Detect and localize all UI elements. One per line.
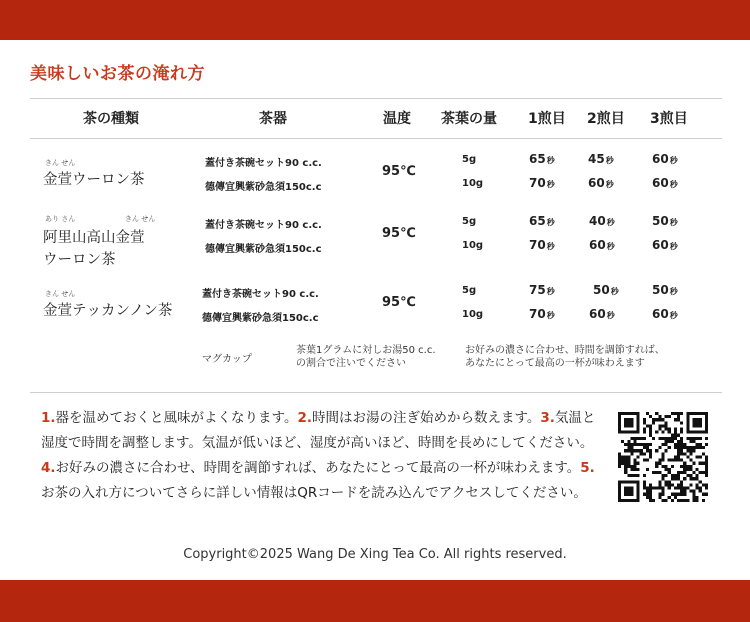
seconds-unit: 秒 — [669, 287, 678, 296]
note-text: お好みの濃さに合わせ、時間を調節すれば、あなたにとって最高の一杯が味わえます。 — [55, 460, 581, 476]
leaf-amount: 10g — [462, 178, 484, 189]
header-vessel: 茶器 — [259, 111, 287, 127]
seconds-unit: 秒 — [606, 242, 615, 251]
steep-seconds: 75 — [529, 283, 546, 297]
steep-time-b1 — [529, 307, 555, 321]
mug-note-ratio-line: 茶葉1グラムに対しお湯50 c.c. — [296, 345, 436, 356]
tea-name: 金萱テッカンノン茶 — [43, 303, 173, 319]
seconds-unit: 秒 — [610, 287, 619, 296]
note-number: 3. — [540, 410, 555, 426]
copyright-text: Copyright©2025 Wang De Xing Tea Co. All rights reserved. — [183, 547, 567, 562]
steep-seconds: 65 — [529, 214, 546, 228]
seconds-unit: 秒 — [669, 242, 678, 251]
seconds-unit: 秒 — [546, 311, 555, 320]
vessel-name: 蓋付き茶碗セット90 c.c. — [205, 220, 322, 231]
seconds-unit: 秒 — [546, 180, 555, 189]
tea-name-ruby: きん せん — [45, 159, 76, 167]
tea-name-ruby: きん せん — [45, 290, 76, 298]
steep-time-b2 — [588, 152, 614, 166]
top-banner — [0, 0, 750, 40]
steep-time-b3 — [652, 214, 678, 228]
header-bottom-rule — [30, 138, 722, 139]
note-text: お茶の入れ方についてさらに詳しい情報はQRコードを読み込んでアクセスしてください。 — [41, 485, 587, 501]
steep-seconds: 45 — [588, 152, 605, 166]
note-number: 5. — [580, 460, 595, 476]
steep-seconds: 70 — [529, 238, 546, 252]
header-temperature: 温度 — [383, 111, 411, 127]
steep-seconds: 65 — [529, 152, 546, 166]
mug-label: マグカップ — [202, 354, 252, 365]
tea-name: ウーロン茶 — [43, 252, 116, 268]
steep-time-b3 — [652, 176, 678, 190]
steep-time-b3 — [652, 152, 678, 166]
steep-seconds: 70 — [529, 176, 546, 190]
steep-time-b2 — [589, 238, 615, 252]
seconds-unit: 秒 — [546, 287, 555, 296]
header-first-brew: 1煎目 — [528, 111, 566, 127]
seconds-unit: 秒 — [669, 180, 678, 189]
steep-seconds: 60 — [589, 307, 606, 321]
steep-time-b1 — [529, 214, 555, 228]
note-text: 時間はお湯の注ぎ始めから数えます。 — [311, 410, 541, 426]
vessel-name: 德傳宜興紫砂急須150c.c — [205, 244, 322, 255]
header-leaf-amount: 茶葉の量 — [441, 111, 497, 127]
note-number: 4. — [41, 460, 56, 476]
leaf-amount: 5g — [462, 285, 477, 296]
note-text: 気温と湿度で時間を調整します。気温が低いほど、湿度が高いほど、時間を長めにしてください。 — [41, 410, 596, 451]
mug-note-adjust — [465, 344, 665, 370]
vessel-name: 蓋付き茶碗セット90 c.c. — [205, 158, 322, 169]
steep-seconds: 40 — [589, 214, 606, 228]
seconds-unit: 秒 — [546, 218, 555, 227]
note-number: 2. — [297, 410, 312, 426]
steep-seconds: 60 — [652, 307, 669, 321]
brewing-notes — [41, 406, 596, 506]
steep-time-b1 — [529, 283, 555, 297]
steep-seconds: 50 — [652, 283, 669, 297]
page-title: 美味しいお茶の淹れ方 — [30, 64, 205, 84]
leaf-amount: 5g — [462, 154, 477, 165]
seconds-unit: 秒 — [546, 156, 555, 165]
steep-seconds: 60 — [589, 238, 606, 252]
tea-name: 阿里山高山金萱 — [43, 230, 145, 246]
steep-time-b1 — [529, 238, 555, 252]
steep-time-b3 — [652, 283, 678, 297]
mug-note-adjust-line: お好みの濃さに合わせ、時間を調節すれば、 — [465, 345, 665, 356]
steep-time-b2 — [589, 214, 615, 228]
bottom-banner — [0, 580, 750, 622]
steep-seconds: 70 — [529, 307, 546, 321]
steep-seconds: 50 — [652, 214, 669, 228]
header-second-brew: 2煎目 — [587, 111, 625, 127]
qr-code-icon[interactable] — [618, 412, 708, 502]
steep-time-b2 — [588, 176, 614, 190]
leaf-amount: 5g — [462, 216, 477, 227]
seconds-unit: 秒 — [606, 218, 615, 227]
steep-seconds: 60 — [652, 176, 669, 190]
leaf-amount: 10g — [462, 240, 484, 251]
header-tea-type: 茶の種類 — [83, 111, 139, 127]
seconds-unit: 秒 — [669, 156, 678, 165]
steep-time-b1 — [529, 176, 555, 190]
steep-time-b3 — [652, 238, 678, 252]
header-third-brew: 3煎目 — [650, 111, 688, 127]
steep-seconds: 50 — [593, 283, 610, 297]
steep-time-b3 — [652, 307, 678, 321]
mug-note-ratio-line: の割合で注いでください — [296, 358, 406, 369]
brew-temperature: 95℃ — [382, 295, 416, 310]
note-number: 1. — [41, 410, 56, 426]
steep-time-b2 — [593, 283, 619, 297]
brew-temperature: 95℃ — [382, 164, 416, 179]
tea-name-ruby: きん せん — [125, 215, 156, 223]
steep-seconds: 60 — [652, 152, 669, 166]
mug-note-adjust-line: あなたにとって最高の一杯が味わえます — [465, 358, 645, 369]
seconds-unit: 秒 — [605, 180, 614, 189]
vessel-name: 蓋付き茶碗セット90 c.c. — [202, 289, 319, 300]
seconds-unit: 秒 — [606, 311, 615, 320]
steep-time-b2 — [589, 307, 615, 321]
mug-note-ratio — [296, 344, 436, 370]
tea-name: 金萱ウーロン茶 — [43, 172, 145, 188]
vessel-name: 德傳宜興紫砂急須150c.c — [205, 182, 322, 193]
vessel-name: 德傳宜興紫砂急須150c.c — [202, 313, 319, 324]
tea-name-ruby: あり さん — [45, 215, 76, 223]
seconds-unit: 秒 — [669, 311, 678, 320]
steep-time-b1 — [529, 152, 555, 166]
leaf-amount: 10g — [462, 309, 484, 320]
note-text: 器を温めておくと風味がよくなります。 — [55, 410, 298, 426]
seconds-unit: 秒 — [605, 156, 614, 165]
steep-seconds: 60 — [652, 238, 669, 252]
seconds-unit: 秒 — [546, 242, 555, 251]
steep-seconds: 60 — [588, 176, 605, 190]
qr-code-graphic — [618, 412, 708, 502]
table-top-rule — [30, 98, 722, 99]
table-bottom-rule — [30, 392, 722, 393]
seconds-unit: 秒 — [669, 218, 678, 227]
brew-temperature: 95℃ — [382, 226, 416, 241]
